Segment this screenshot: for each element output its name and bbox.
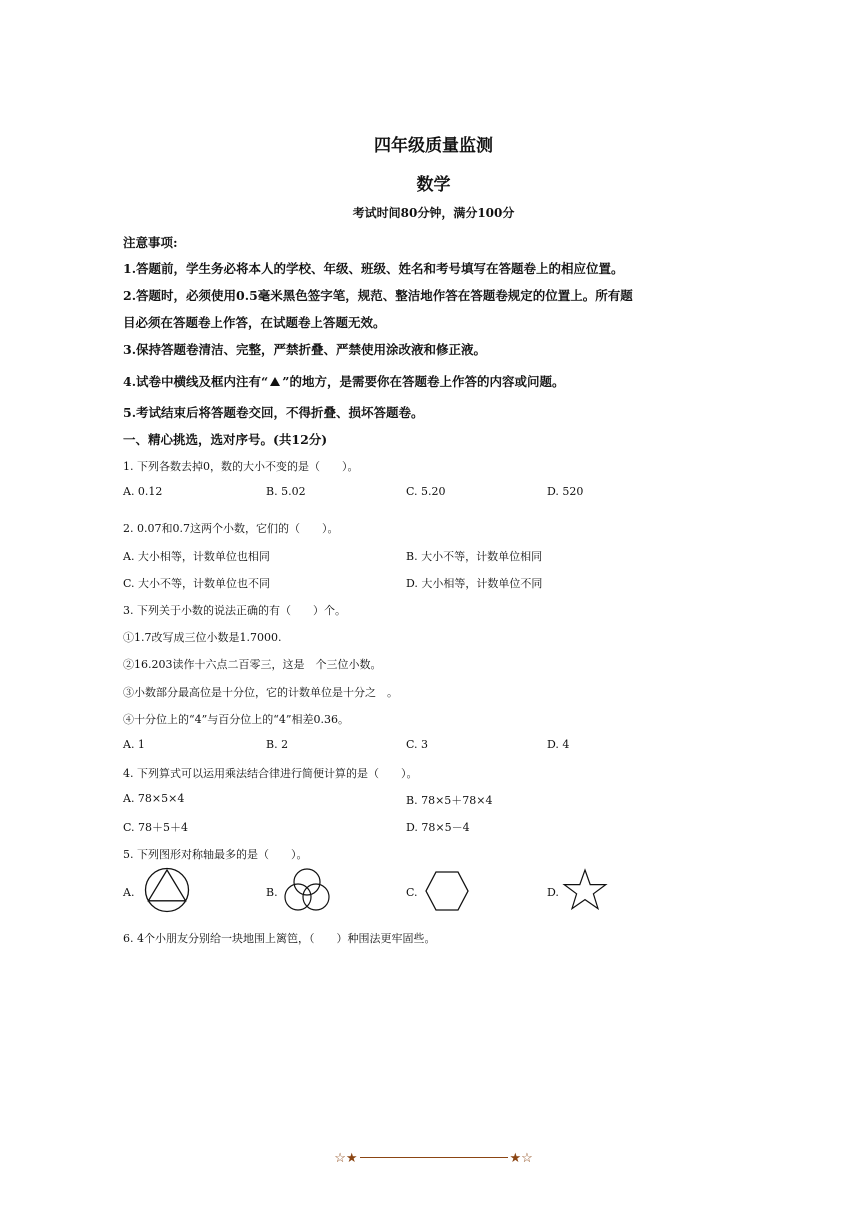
q4-option-c: C. 78＋5＋4 (123, 821, 189, 834)
page-footer (0, 1150, 867, 1166)
notice-item-3: 3.保持答题卷清洁、完整，严禁折叠、严禁使用涂改液和修正液。 (123, 342, 487, 357)
q4-option-d: D. 78×5－4 (406, 821, 470, 834)
q3-stem: 3. 下列关于小数的说法正确的有（ ）个。 (123, 604, 346, 617)
page-title: 四年级质量监测 (374, 136, 493, 156)
q3-statement-2: ②16.203读作十六点二百零三，这是 个三位小数。 (123, 658, 382, 671)
q5-option-a-label: A. (123, 886, 135, 899)
footer-stars-left: ☆★ (334, 1151, 358, 1166)
circle-with-triangle-icon (143, 866, 191, 914)
q2-stem: 2. 0.07和0.7这两个小数，它们的（ ）。 (123, 522, 339, 535)
q1-option-d: D. 520 (547, 485, 584, 498)
notice-item-2-cont: 目必须在答题卷上作答，在试题卷上答题无效。 (123, 315, 386, 330)
q4-option-b: B. 78×5＋78×4 (406, 794, 493, 807)
footer-stars-right: ★☆ (509, 1151, 533, 1166)
q2-option-d: D. 大小相等，计数单位不同 (406, 577, 543, 590)
notice-item-5: 5.考试结束后将答题卷交回，不得折叠、损坏答题卷。 (123, 405, 424, 420)
subject-title: 数学 (416, 175, 451, 195)
q1-option-b: B. 5.02 (266, 485, 306, 498)
q1-option-a: A. 0.12 (123, 485, 163, 498)
exam-info: 考试时间80分钟，满分100分 (352, 206, 515, 220)
section1-heading: 一、精心挑选，选对序号。(共12分) (123, 432, 328, 447)
q5-option-c-label: C. (406, 886, 418, 899)
notice-heading: 注意事项: (123, 235, 178, 250)
q2-option-c: C. 大小不等，计数单位也不同 (123, 577, 271, 590)
notice-item-2: 2.答题时，必须使用0.5毫米黑色签字笔，规范、整洁地作答在答题卷规定的位置上。所有题 (123, 288, 633, 303)
q2-option-a: A. 大小相等，计数单位也相同 (123, 550, 270, 563)
hexagon-icon (424, 870, 470, 912)
footer-line (360, 1157, 508, 1158)
q3-option-d: D. 4 (547, 738, 570, 751)
q5-stem: 5. 下列图形对称轴最多的是（ ）。 (123, 848, 308, 861)
star-icon (562, 868, 608, 912)
q4-option-a: A. 78×5×4 (123, 792, 185, 805)
q1-option-c: C. 5.20 (406, 485, 446, 498)
notice-item-1: 1.答题前，学生务必将本人的学校、年级、班级、姓名和考号填写在答题卷上的相应位置。 (123, 261, 624, 276)
triangle-mark-icon (270, 377, 280, 386)
notice-item-4: 4.试卷中横线及框内注有“ ”的地方，是需要你在答题卷上作答的内容或问题。 (123, 374, 565, 389)
q6-stem: 6. 4个小朋友分别给一块地围上篱笆，（ ）种围法更牢固些。 (123, 932, 436, 945)
q1-stem: 1. 下列各数去掉0，数的大小不变的是（ ）。 (123, 460, 359, 473)
q5-option-b-label: B. (266, 886, 278, 899)
trefoil-circles-icon (282, 866, 332, 914)
q2-option-b: B. 大小不等，计数单位相同 (406, 550, 543, 563)
q3-statement-1: ①1.7改写成三位小数是1.7000. (123, 631, 282, 644)
q3-statement-4: ④十分位上的“4”与百分位上的“4”相差0.36。 (123, 713, 349, 726)
q3-statement-3: ③小数部分最高位是十分位，它的计数单位是十分之 。 (123, 686, 398, 699)
q3-option-c: C. 3 (406, 738, 429, 751)
q5-option-d-label: D. (547, 886, 559, 899)
q4-stem: 4. 下列算式可以运用乘法结合律进行简便计算的是（ ）。 (123, 767, 418, 780)
q3-option-a: A. 1 (123, 738, 145, 751)
q3-option-b: B. 2 (266, 738, 289, 751)
